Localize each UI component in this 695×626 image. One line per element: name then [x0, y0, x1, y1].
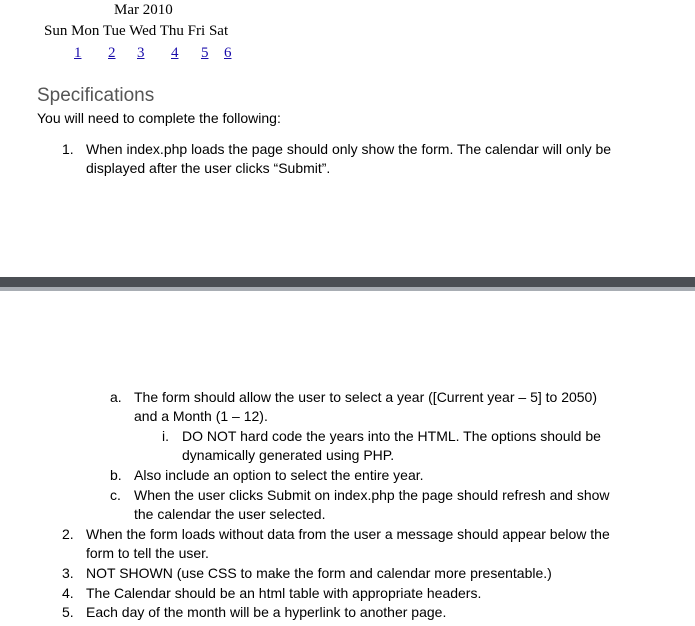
list-item-text: the calendar the user selected.	[134, 506, 326, 522]
calendar-day-link[interactable]: 3	[137, 45, 145, 61]
list-item-text: When the user clicks Submit on index.php the page should refresh and show	[134, 487, 610, 503]
section-heading: Specifications	[37, 85, 155, 106]
list-item-text: When index.php loads the page should only show the form. The calendar will only be	[86, 141, 612, 157]
list-number: 2.	[62, 526, 74, 542]
calendar-day-link[interactable]: 5	[201, 45, 209, 61]
calendar-day-link[interactable]: 1	[74, 45, 82, 61]
calendar-title: Mar 2010	[114, 2, 173, 18]
calendar-day-link[interactable]: 2	[108, 45, 116, 61]
list-item-text: and a Month (1 – 12).	[134, 408, 268, 424]
list-item-text: displayed after the user clicks “Submit”.	[86, 160, 331, 176]
list-number: 1.	[62, 141, 74, 157]
list-item-text: form to tell the user.	[86, 545, 209, 561]
list-number: 4.	[62, 585, 74, 601]
list-letter: b.	[110, 467, 122, 483]
list-number: 5.	[62, 604, 74, 620]
list-item-text: Each day of the month will be a hyperlink to another page.	[86, 604, 447, 620]
list-item-text: DO NOT hard code the years into the HTML. The options should be	[182, 428, 601, 444]
list-item-text: Also include an option to select the entire year.	[134, 467, 424, 483]
intro-text: You will need to complete the following:	[37, 110, 281, 126]
list-item-text: When the form loads without data from the user a message should appear below the	[86, 526, 610, 542]
list-roman: i.	[162, 428, 169, 444]
list-number: 3.	[62, 565, 74, 581]
calendar-day-link[interactable]: 4	[171, 45, 179, 61]
list-item-text: The Calendar should be an html table with appropriate headers.	[86, 585, 482, 601]
calendar-day-link[interactable]: 6	[224, 45, 232, 61]
list-letter: a.	[110, 389, 122, 405]
list-item-text: dynamically generated using PHP.	[182, 447, 395, 463]
calendar-weekday-header: Sun Mon Tue Wed Thu Fri Sat	[44, 23, 229, 39]
list-letter: c.	[110, 487, 121, 503]
page-break-divider	[0, 277, 695, 291]
list-item-text: The form should allow the user to select a year ([Current year – 5] to 2050)	[134, 389, 598, 405]
list-item-text: NOT SHOWN (use CSS to make the form and calendar more presentable.)	[86, 565, 552, 581]
